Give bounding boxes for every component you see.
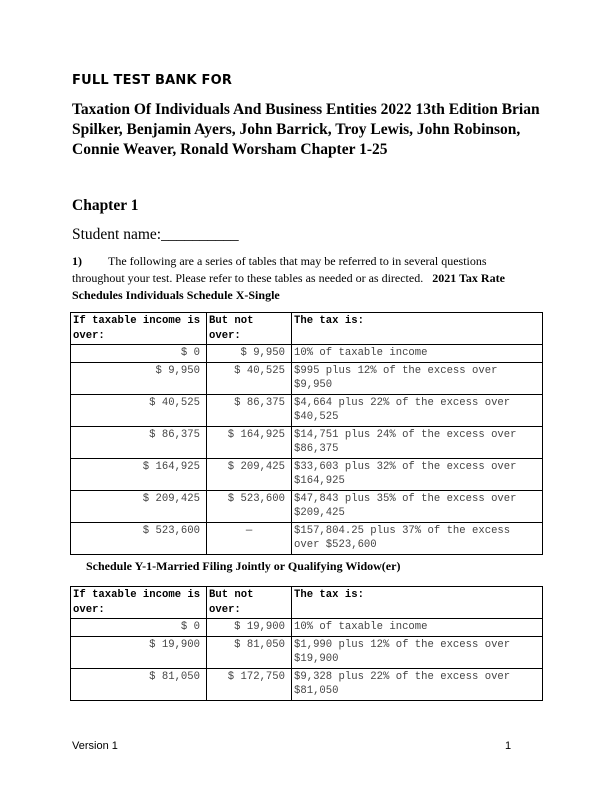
column-header: But not over: (207, 587, 292, 619)
table-row (71, 426, 543, 458)
schedule-x-single-table (70, 312, 543, 555)
tax-cell: 10% of taxable income (292, 619, 543, 637)
column-header: If taxable income is over: (71, 313, 207, 345)
income-over-cell: $ 86,375 (71, 426, 207, 458)
table-header-row (71, 587, 543, 619)
table-row (71, 345, 543, 363)
table-header-row (71, 313, 543, 345)
table-row (71, 636, 543, 668)
version-label: Version 1 (72, 740, 118, 752)
column-header: If taxable income is over: (71, 587, 207, 619)
income-over-cell: $ 0 (71, 619, 207, 637)
schedule-y1-married-table (70, 586, 543, 701)
tax-cell: $47,843 plus 35% of the excess over $209,425 (292, 490, 543, 522)
not-over-cell: $ 523,600 (207, 490, 292, 522)
tax-cell: $33,603 plus 32% of the excess over $164,925 (292, 458, 543, 490)
income-over-cell: $ 209,425 (71, 490, 207, 522)
income-over-cell: $ 164,925 (71, 458, 207, 490)
test-bank-heading: FULL TEST BANK FOR (72, 73, 233, 88)
not-over-cell: $ 86,375 (207, 394, 292, 426)
schedule-x-title: 2021 Tax Rate Schedules Individuals Schedule X-Single (72, 271, 505, 302)
not-over-cell: $ 164,925 (207, 426, 292, 458)
question-number: 1) (72, 254, 82, 268)
column-header: The tax is: (292, 587, 543, 619)
page-number: 1 (505, 740, 512, 752)
question-1 (72, 253, 542, 304)
table-row (71, 458, 543, 490)
not-over-cell: $ 172,750 (207, 668, 292, 700)
book-title: Taxation Of Individuals And Business Entities 2022 13th Edition Brian Spilker, Benjamin Ayers, John Barrick, Troy Lewis, John Robinson, Connie Weaver, Ronald Worsham Chapter 1-25 (72, 101, 540, 158)
not-over-cell: $ 209,425 (207, 458, 292, 490)
student-name-line: Student name:__________ (72, 226, 239, 243)
table-row (71, 668, 543, 700)
table-row (71, 394, 543, 426)
tax-cell: $4,664 plus 22% of the excess over $40,525 (292, 394, 543, 426)
not-over-cell: $ 81,050 (207, 636, 292, 668)
column-header: But not over: (207, 313, 292, 345)
chapter-heading: Chapter 1 (72, 197, 139, 214)
income-over-cell: $ 9,950 (71, 362, 207, 394)
income-over-cell: $ 19,900 (71, 636, 207, 668)
not-over-cell: $ 19,900 (207, 619, 292, 637)
tax-cell: $157,804.25 plus 37% of the excess over $523,600 (292, 522, 543, 554)
tax-cell: $14,751 plus 24% of the excess over $86,375 (292, 426, 543, 458)
not-over-cell: $ 40,525 (207, 362, 292, 394)
tax-cell: 10% of taxable income (292, 345, 543, 363)
column-header: The tax is: (292, 313, 543, 345)
table-row (71, 619, 543, 637)
table-row (71, 362, 543, 394)
schedule-y1-title: Schedule Y-1-Married Filing Jointly or Qualifying Widow(er) (86, 559, 401, 573)
tax-cell: $1,990 plus 12% of the excess over $19,900 (292, 636, 543, 668)
tax-cell: $995 plus 12% of the excess over $9,950 (292, 362, 543, 394)
income-over-cell: $ 523,600 (71, 522, 207, 554)
question-text: The following are a series of tables that may be referred to in several questions throughout your test. Please refer to these tables as needed or as directed. (72, 254, 487, 285)
not-over-cell: $ 9,950 (207, 345, 292, 363)
income-over-cell: $ 0 (71, 345, 207, 363)
not-over-cell: — (207, 522, 292, 554)
table-row (71, 490, 543, 522)
income-over-cell: $ 81,050 (71, 668, 207, 700)
tax-cell: $9,328 plus 22% of the excess over $81,050 (292, 668, 543, 700)
income-over-cell: $ 40,525 (71, 394, 207, 426)
table-row (71, 522, 543, 554)
